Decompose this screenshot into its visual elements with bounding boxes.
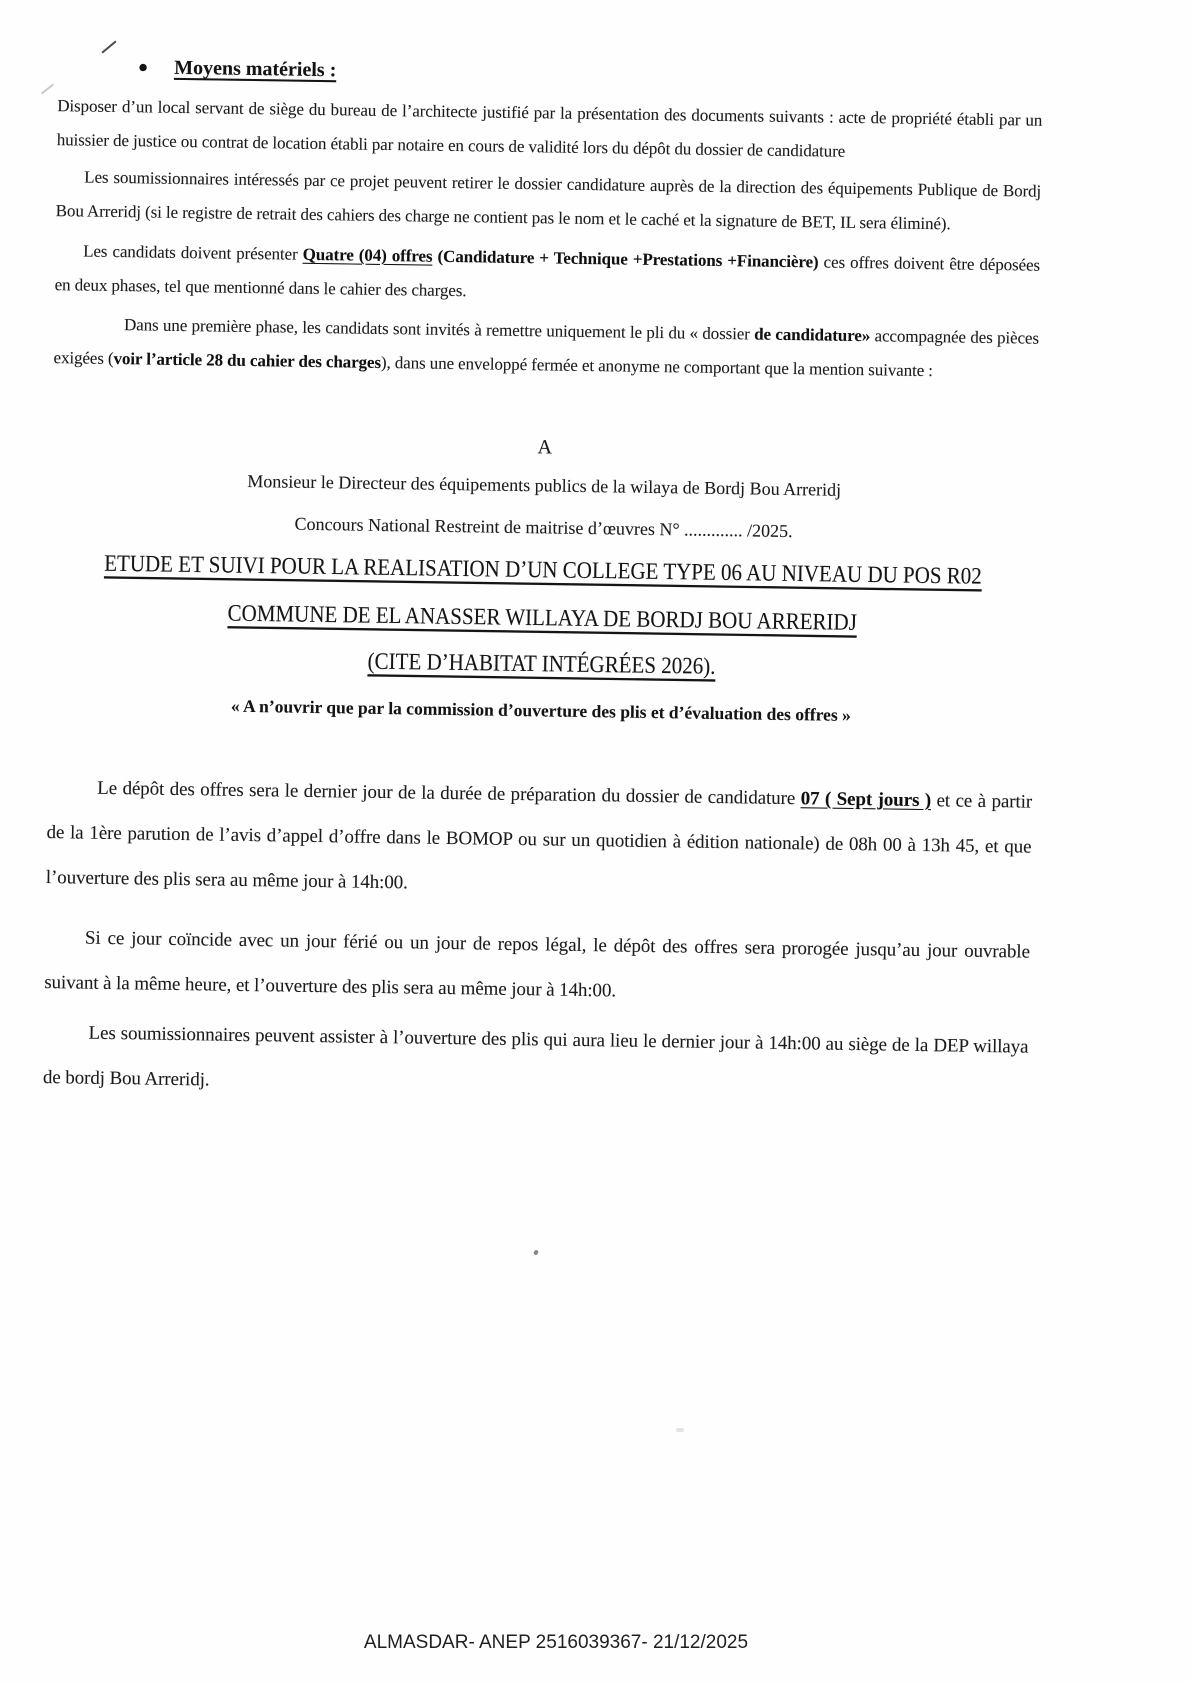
paragraph-ouverture-plis: Les soumissionnaires peuvent assister à l’ouverture des plis qui aura lieu le dernier jour à 14h:00 au siège de la DEP willaya de bordj Bou Arreridj.: [42, 1022, 1029, 1091]
confidentiality-notice: « A n’ouvrir que par la commission d’ouverture des plis et d’évaluation des offres »: [230, 695, 851, 725]
paragraph-premiere-phase: Dans une première phase, les candidats sont invités à remettre uniquement le pli du « dossier de candidature» accompagnée des pièces exigées (voir l’article 28 du cahier des charges), dans une enveloppé fermée et anonyme ne comportant que la mention suivante :: [53, 315, 1040, 381]
envelope-mention-block: [48, 425, 1037, 732]
scan-artifact-dot: [533, 1249, 539, 1255]
scan-artifact-slash-faint: [41, 84, 54, 95]
addressee-line: Monsieur le Directeur des équipements publics de la wilaya de Bordj Bou Arreridj: [247, 470, 842, 500]
project-title-line-3: (CITE D’HABITAT INTÉGRÉES 2026).: [367, 647, 716, 680]
project-title-line-2: COMMUNE DE EL ANASSER WILLAYA DE BORDJ BOU ARRERIDJ: [227, 599, 858, 636]
paragraph-quatre-offres: Les candidats doivent présenter Quatre (04) offres (Candidature + Technique +Prestations +Financière) ces offres doivent être déposées en deux phases, tel que mentionné dans le cahier des charges.: [54, 241, 1041, 301]
section-heading-label: Moyens matériels :: [174, 56, 337, 82]
anep-footer: [0, 1632, 1190, 1654]
paragraph-retrait-dossier: Les soumissionnaires intéressés par ce projet peuvent retirer le dossier candidature auprès de la direction des équipements Publique de Bordj Bou Arreridj (si le registre de retrait des cahiers des charge ne contient pas le nom et le caché et la signature de BET, IL sera éliminé).: [55, 167, 1042, 234]
scan-artifact-smudge: [676, 1428, 684, 1432]
document-body: [43, 0, 1044, 1115]
paragraph-local-siege: Disposer d’un local servant de siège du bureau de l’architecte justifié par la présentation des documents suivants : acte de propriété établi par un huissier de justice ou contrat de location établi par notaire en cours de validité lors du dépôt du dossier de candidature: [56, 96, 1043, 161]
bullet-icon: ●: [137, 57, 149, 77]
paragraph-depot-offres: Le dépôt des offres sera le dernier jour de la durée de préparation du dossier de candidature 07 ( Sept jours ) et ce à partir de la 1ère parution de l’avis d’appel d’offre dans le BOMOP ou sur un quotidien à édition nationale) de 08h 00 à 13h 45, et que l’ouverture des plis sera au même jour à 14h:00.: [45, 777, 1033, 894]
contest-number-line: Concours National Restreint de maitrise d’œuvres N° ............. /2025.: [294, 513, 793, 542]
anep-reference: ALMASDAR- ANEP 2516039367- 21/12/2025: [363, 1632, 749, 1653]
addressee-intro: A: [537, 436, 553, 459]
section-heading-moyens-materiels: [138, 54, 1043, 93]
paragraph-jour-ferie: Si ce jour coïncide avec un jour férié ou un jour de repos légal, le dépôt des offres sera prorogée jusqu’au jour ouvrable suivant à la même heure, et l’ouverture des plis sera au même jour à 14h:00.: [44, 927, 1031, 1002]
project-title-line-1: ETUDE ET SUIVI POUR LA REALISATION D’UN COLLEGE TYPE 06 AU NIVEAU DU POS R02: [103, 549, 983, 590]
